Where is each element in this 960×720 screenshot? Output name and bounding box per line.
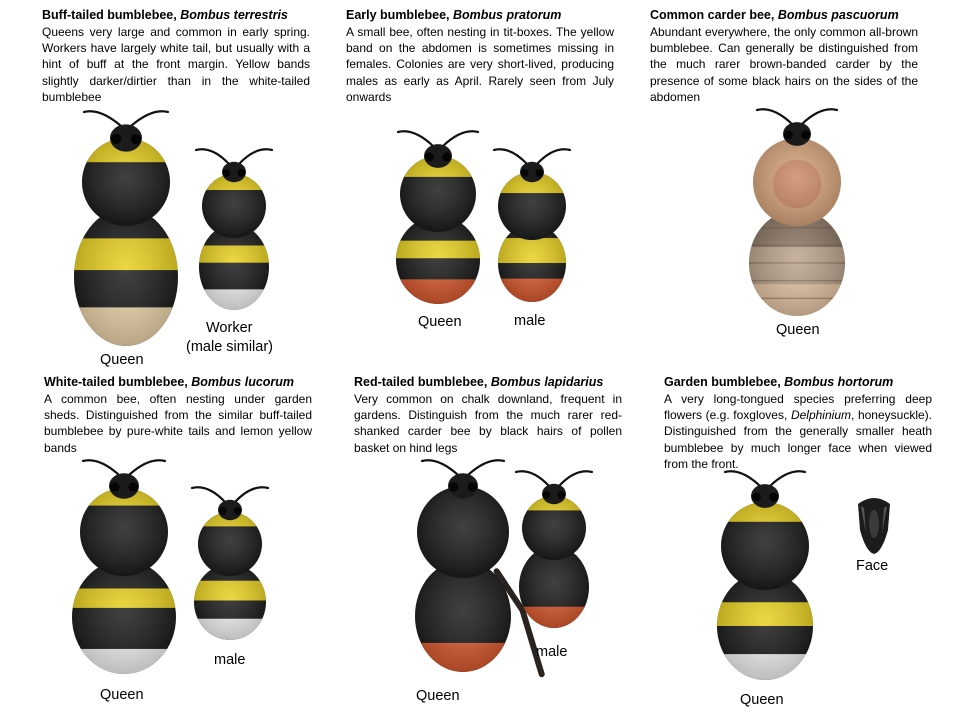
antenna-left bbox=[725, 471, 760, 486]
male-similar-label: (male similar) bbox=[186, 339, 273, 355]
thorax-shading bbox=[80, 488, 168, 576]
compound-eye-right bbox=[769, 493, 778, 502]
compound-eye-right bbox=[131, 134, 141, 144]
antenna-left bbox=[84, 111, 121, 126]
thorax-shading bbox=[417, 486, 509, 578]
antenna-left bbox=[398, 131, 433, 146]
compound-eye-left bbox=[110, 482, 120, 492]
queen-label: Queen bbox=[416, 688, 460, 704]
species-panel-early bbox=[346, 8, 614, 105]
antenna-right bbox=[235, 487, 268, 502]
compound-eye-left bbox=[425, 153, 434, 162]
antenna-left bbox=[757, 109, 792, 124]
antenna-right bbox=[239, 149, 272, 164]
thorax-shading bbox=[198, 512, 262, 576]
male-label: male bbox=[514, 313, 546, 329]
compound-eye-right bbox=[234, 507, 242, 515]
antenna-left bbox=[83, 460, 119, 475]
face-label: Face bbox=[856, 558, 889, 574]
antenna-left bbox=[516, 471, 549, 486]
species-description: A small bee, often nesting in tit-boxes. The yellow band on the abdomen is sometimes missing in females. Colonies are very short-lived, producing males as early as April. Rarely seen from July onwards bbox=[346, 25, 614, 104]
compound-eye-left bbox=[521, 169, 529, 177]
queen-label: Queen bbox=[100, 687, 144, 703]
species-title: Common carder bee, Bombus pascuorum bbox=[650, 8, 899, 22]
species-title: Garden bumblebee, Bombus hortorum bbox=[664, 375, 894, 389]
face-clypeus bbox=[869, 510, 879, 538]
antenna-left bbox=[494, 149, 527, 164]
queen-label: Queen bbox=[100, 352, 144, 368]
compound-eye-right bbox=[238, 169, 246, 177]
queen-label: Queen bbox=[740, 692, 784, 708]
bee-illustration-white-tailed-queen bbox=[70, 456, 178, 678]
antenna-left bbox=[196, 149, 229, 164]
bee-illustration-white-tailed-male bbox=[170, 482, 290, 642]
species-panel-common-carder bbox=[650, 8, 918, 105]
bee-illustration-early-queen bbox=[384, 136, 492, 306]
species-title: Buff-tailed bumblebee, Bombus terrestris bbox=[42, 8, 288, 22]
thorax-shading bbox=[202, 174, 266, 238]
abdomen-shading bbox=[74, 208, 178, 346]
thorax-shading bbox=[721, 502, 809, 590]
bee-illustration-common-carder-queen bbox=[732, 110, 862, 320]
species-title: Red-tailed bumblebee, Bombus lapidarius bbox=[354, 375, 604, 389]
compound-eye-right bbox=[536, 169, 544, 177]
species-description: Very common on chalk downland, frequent in gardens. Distinguish from the much rarer red-shanked carder bee by black hairs of pollen basket on hind legs bbox=[354, 392, 622, 455]
species-title: Early bumblebee, Bombus pratorum bbox=[346, 8, 562, 22]
male-label: male bbox=[214, 652, 246, 668]
antenna-right bbox=[770, 471, 805, 486]
queen-label: Queen bbox=[776, 322, 820, 338]
compound-eye-left bbox=[449, 482, 459, 492]
compound-eye-left bbox=[543, 491, 551, 499]
bee-illustration-red-tailed-male bbox=[504, 472, 604, 634]
worker-label: Worker bbox=[206, 320, 253, 336]
bee-illustration-garden-queen bbox=[706, 472, 824, 686]
species-panel-red-tailed bbox=[354, 375, 622, 456]
bee-illustration-buff-tailed-worker bbox=[188, 152, 280, 312]
compound-eye-right bbox=[129, 482, 139, 492]
antenna-right bbox=[468, 460, 504, 475]
antenna-right bbox=[559, 471, 592, 486]
species-panel-buff-tailed bbox=[42, 8, 310, 105]
antenna-right bbox=[802, 109, 837, 124]
bee-illustration-buff-tailed-queen bbox=[62, 112, 190, 350]
species-description: A common bee, often nesting under garden sheds. Distinguished from the similar buff-tailed bumblebee by pure-white tails and lemon yellow bands bbox=[44, 392, 312, 455]
compound-eye-left bbox=[752, 493, 761, 502]
queen-label: Queen bbox=[418, 314, 462, 330]
antenna-left bbox=[192, 487, 225, 502]
antenna-left bbox=[422, 460, 458, 475]
thorax-shading bbox=[753, 138, 841, 226]
thorax-shading bbox=[522, 496, 586, 560]
antenna-right bbox=[129, 460, 165, 475]
compound-eye-right bbox=[442, 153, 451, 162]
compound-eye-right bbox=[468, 482, 478, 492]
antenna-right bbox=[443, 131, 478, 146]
antenna-right bbox=[537, 149, 570, 164]
species-panel-white-tailed bbox=[44, 375, 312, 456]
compound-eye-right bbox=[558, 491, 566, 499]
male-label: male bbox=[536, 644, 568, 660]
species-panel-garden bbox=[664, 375, 932, 472]
species-description: Abundant everywhere, the only common all-brown bumblebee. Can generally be distinguished from the much rarer brown-banded carder by the presence of some black hairs on the sides of the abdomen bbox=[650, 25, 918, 104]
compound-eye-left bbox=[784, 131, 793, 140]
compound-eye-left bbox=[219, 507, 227, 515]
compound-eye-left bbox=[111, 134, 121, 144]
species-title: White-tailed bumblebee, Bombus lucorum bbox=[44, 375, 295, 389]
bee-illustration-early-male bbox=[480, 152, 584, 304]
antenna-right bbox=[131, 111, 168, 126]
abdomen-shading bbox=[72, 560, 176, 674]
compound-eye-left bbox=[223, 169, 231, 177]
species-description: A very long-tongued species preferring deep flowers (e.g. foxgloves, Delphinium, honeysuckle). Distinguished from the generally smaller heath bumblebee by much longer face when viewed from the front. bbox=[664, 392, 932, 471]
compound-eye-right bbox=[801, 131, 810, 140]
species-description: Queens very large and common in early spring. Workers have largely white tail, but usually with a hint of buff at the front margin. Yellow bands slightly darker/dirtier than in the white-tailed bumblebee bbox=[42, 25, 310, 104]
bee-face-illustration bbox=[852, 494, 896, 556]
